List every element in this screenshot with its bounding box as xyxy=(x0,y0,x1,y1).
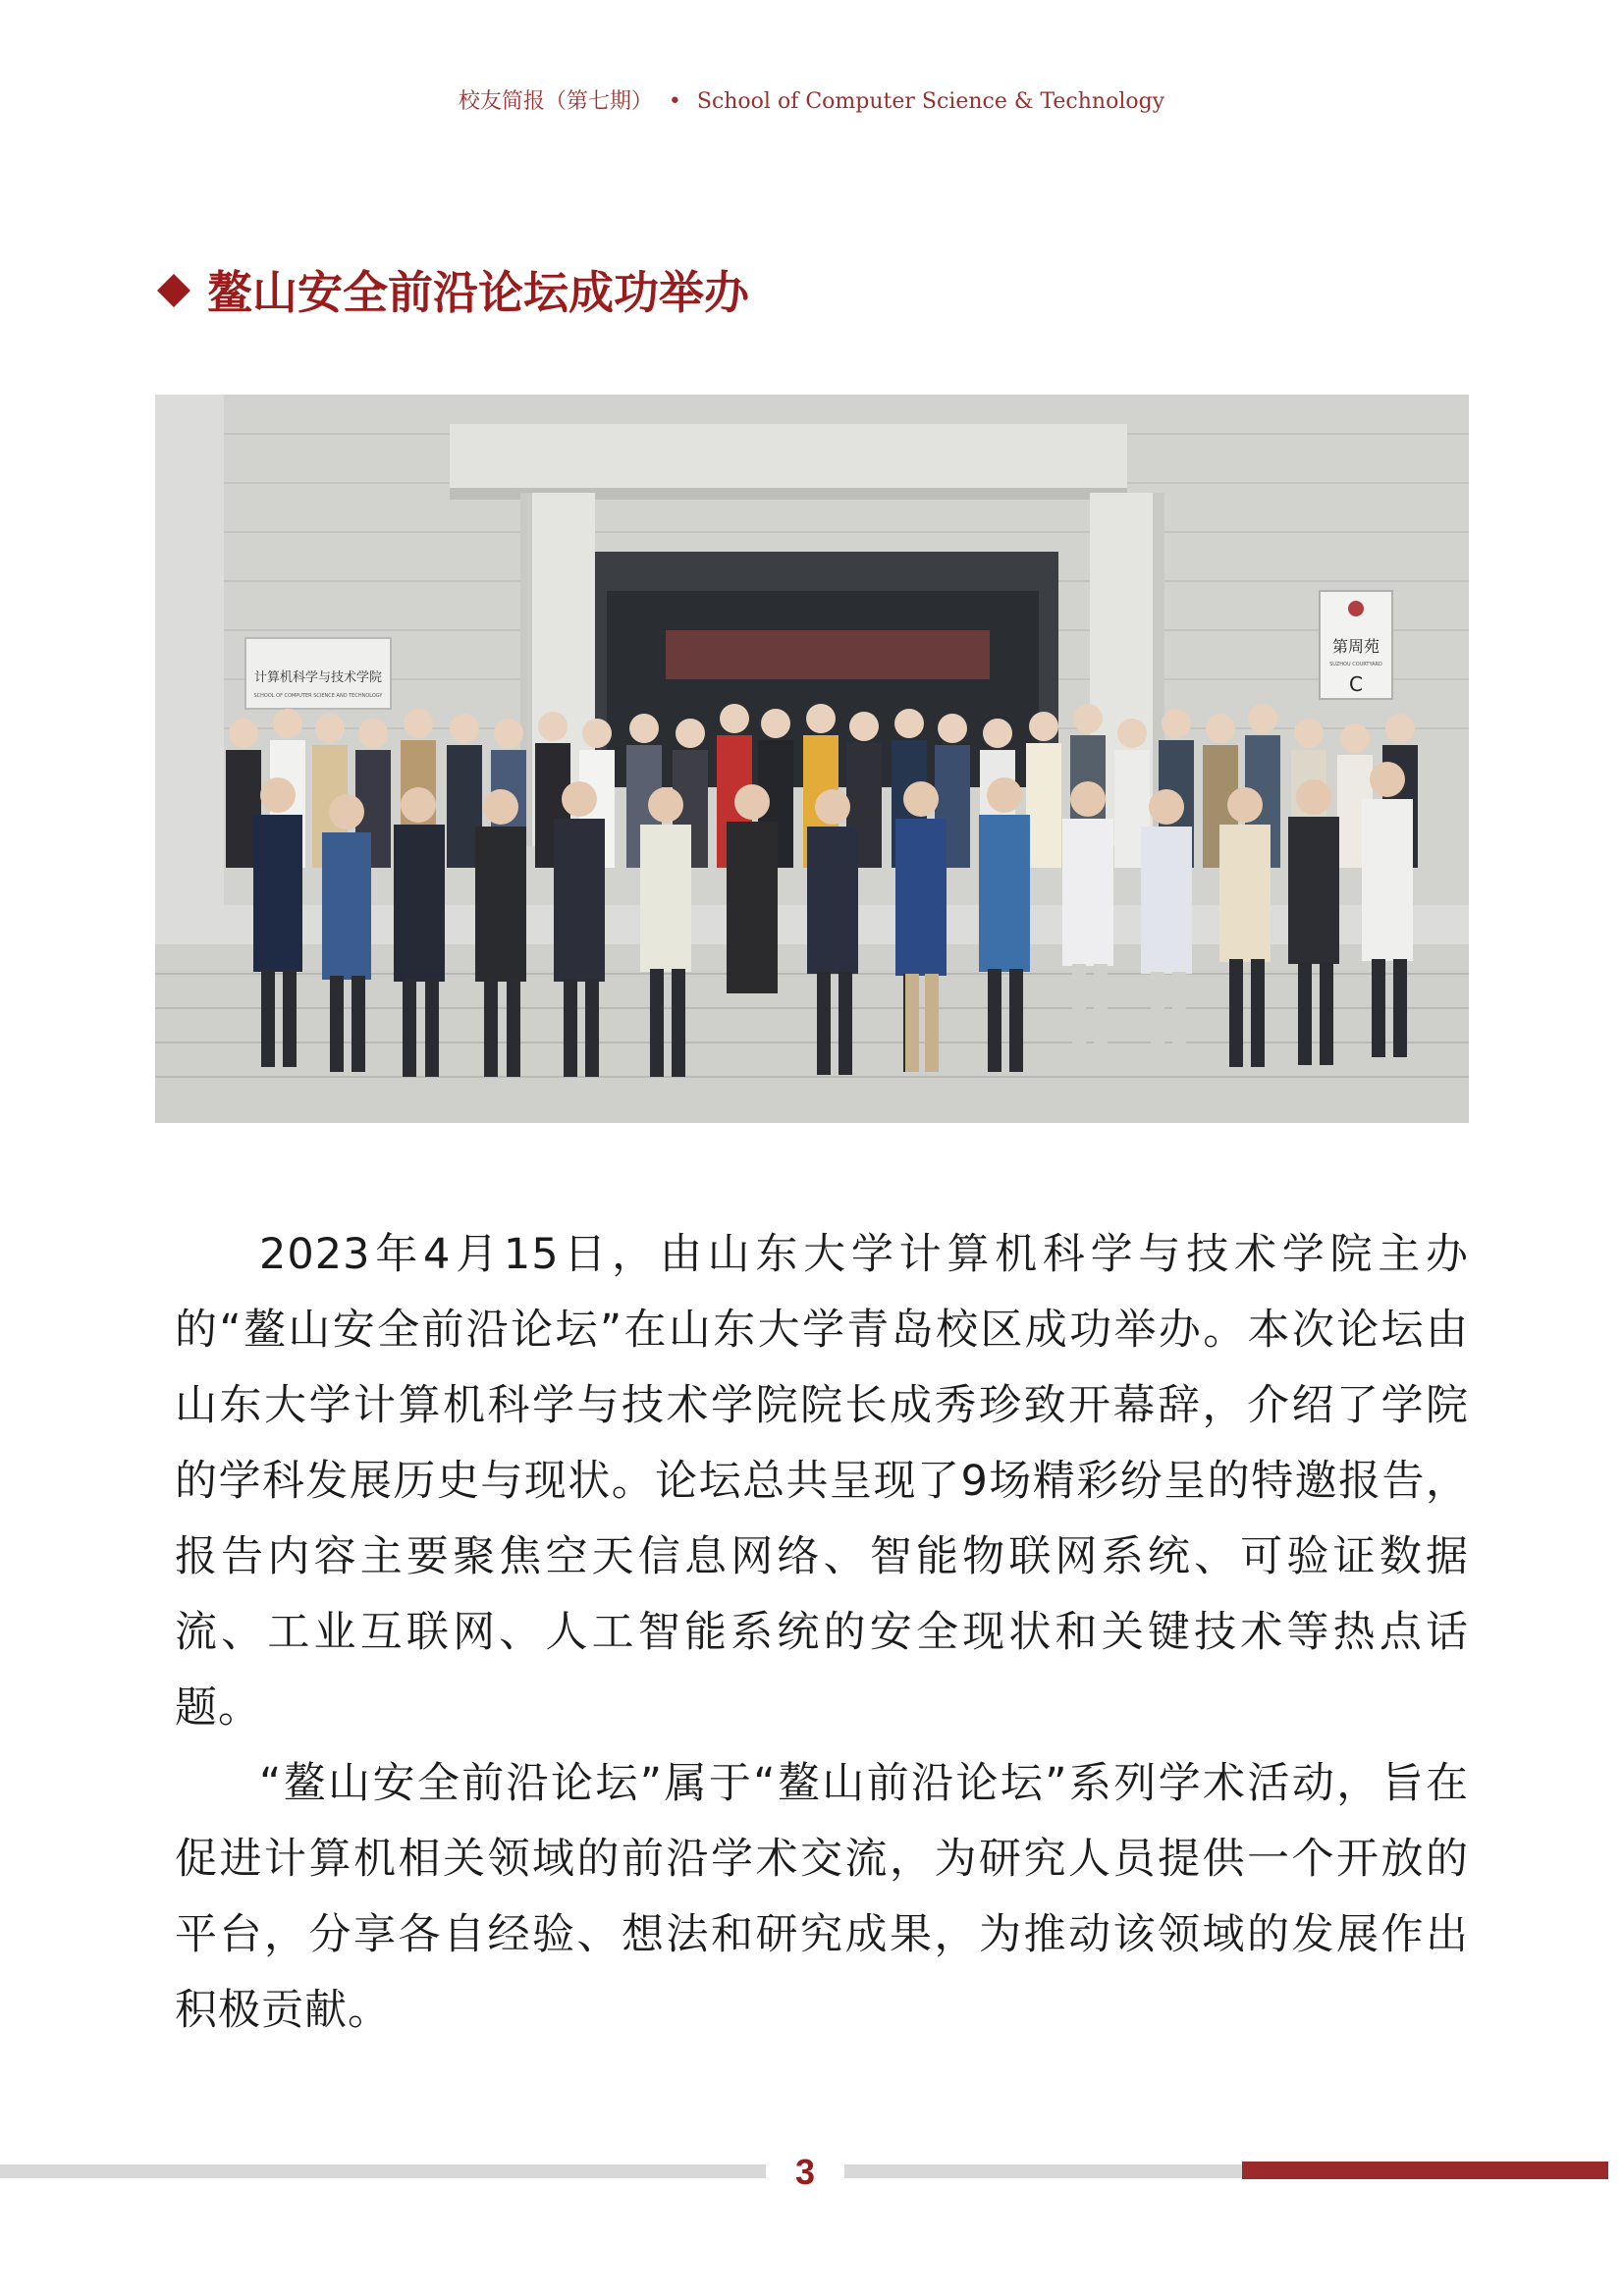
footer-bar-accent xyxy=(1242,2162,1608,2179)
article-title xyxy=(162,255,749,324)
footer-bar-middle xyxy=(844,2164,1242,2178)
footer-bar-left xyxy=(0,2164,766,2178)
courtyard-sign-english: SUZHOU COURTYARD xyxy=(1329,662,1382,667)
page-header xyxy=(0,82,1623,122)
page-number: 3 xyxy=(794,2152,816,2192)
article-paragraph-2: “鳌山安全前沿论坛”属于“鳌山前沿论坛”系列学术活动，旨在促进计算机相关领域的前沿学术交流，为研究人员提供一个开放的平台，分享各自经验、想法和研究成果，为推动该领域的发展作出积极贡献。 xyxy=(175,1759,1469,2035)
group-photo xyxy=(155,395,1469,1123)
article-body xyxy=(175,1217,1469,2049)
article-paragraph-1: 2023年4月15日，由山东大学计算机科学与技术学院主办的“鳌山安全前沿论坛”在山东大学青岛校区成功举办。本次论坛由山东大学计算机科学与技术学院院长成秀珍致开幕辞，介绍了学院的学科发展历史与现状。论坛总共呈现了9场精彩纷呈的特邀报告，报告内容主要聚焦空天信息网络、智能物联网系统、可验证数据流、工业互联网、人工智能系统的安全现状和关键技术等热点话题。 xyxy=(175,1230,1469,1733)
group-photo-illustration xyxy=(155,395,1469,1123)
diamond-bullet-icon xyxy=(157,274,190,307)
header-separator: • xyxy=(668,89,681,114)
building-sign-english: SCHOOL OF COMPUTER SCIENCE AND TECHNOLOGY xyxy=(253,693,383,699)
article-title-text: 鳌山安全前沿论坛成功举办 xyxy=(207,266,749,319)
courtyard-sign-letter: C xyxy=(1349,672,1363,696)
header-school: School of Computer Science & Technology xyxy=(696,89,1165,114)
header-issue: 校友简报（第七期） xyxy=(458,89,653,114)
building-sign-text: 计算机科学与技术学院 xyxy=(253,670,383,685)
courtyard-sign-text: 第周苑 xyxy=(1331,637,1380,656)
